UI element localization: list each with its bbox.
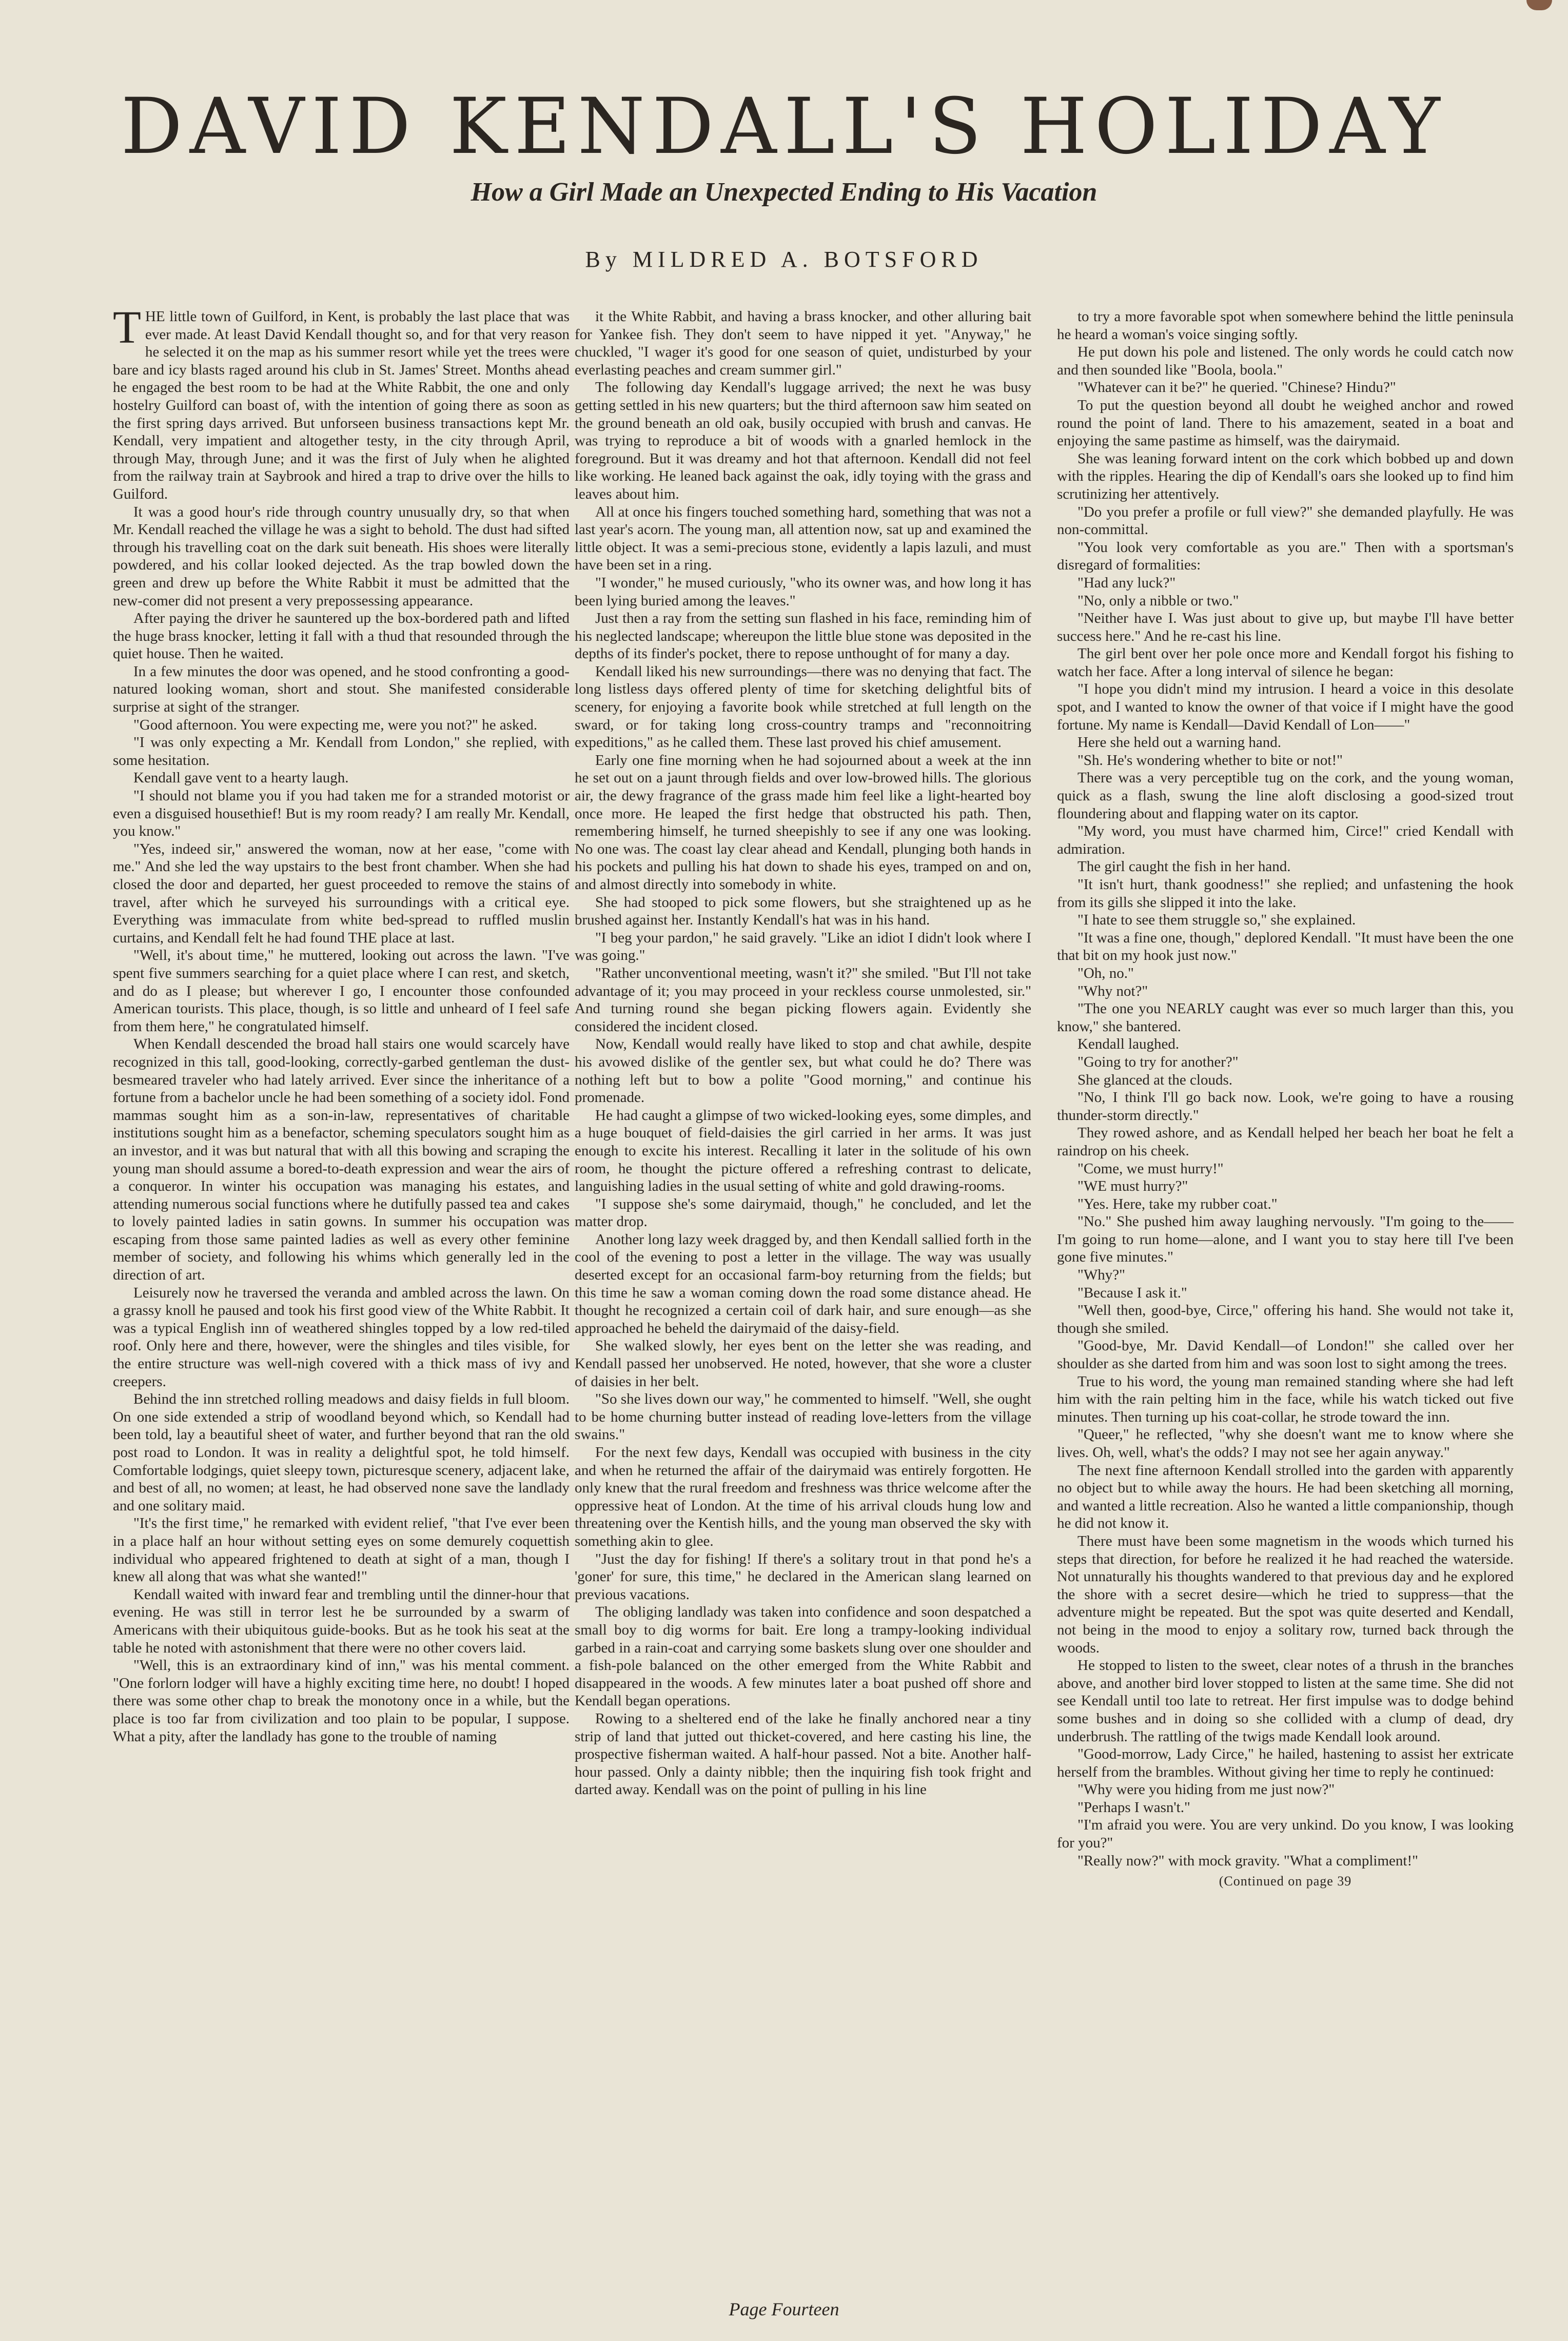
paragraph: The obliging landlady was taken into confidence and soon despatched a small boy to dig worms for bait. Ere long a trampy-looking individual garbed in a rain-coat and carrying some baskets slung over one shoulder and a fish-pole balanced on the other emerged from the White Rabbit and disappeared in the woods. A few minutes later a boat pushed off shore and Kendall began operations. xyxy=(575,1604,1031,1709)
paragraph: Kendall waited with inward fear and trembling until the dinner-hour that evening. He was still in terror lest he be surrounded by a swarm of Americans with their ubiquitous guide-books. But as he took his seat at the table he noted with astonishment that there were no other covers laid. xyxy=(113,1586,570,1656)
paragraph: They rowed ashore, and as Kendall helped her beach her boat he felt a raindrop on his cheek. xyxy=(1057,1125,1514,1159)
paragraph: "It was a fine one, though," deplored Kendall. "It must have been the one that bit on my hook just now." xyxy=(1057,929,1514,964)
paragraph: "Yes, indeed sir," answered the woman, now at her ease, "come with me." And she led the way upstairs to the best front chamber. When she had closed the door and departed, her guest proceeded to remove the stains of travel, after which he surveyed his surroundings with a critical eye. Everything was immaculate from white bed-spread to ruffled muslin curtains, and Kendall felt he had found THE place at last. xyxy=(113,840,570,946)
text-column-1 xyxy=(113,308,570,2324)
paragraph: "I should not blame you if you had taken me for a stranded motorist or even a disguised housethief! But is my room ready? I am really Mr. Kendall, you know." xyxy=(113,788,570,840)
paragraph: "Oh, no." xyxy=(1077,965,1134,981)
article-byline: By MILDRED A. BOTSFORD xyxy=(585,247,983,272)
paragraph: "Rather unconventional meeting, wasn't it?" she smiled. "But I'll not take advantage of it; you may proceed in your reckless course unmolested, sir." And turning round she began picking flowers again. Evidently she considered the incident closed. xyxy=(575,965,1031,1035)
column-1-paragraphs xyxy=(113,308,570,1745)
paragraph: "Do you prefer a profile or full view?" she demanded playfully. He was non-committal. xyxy=(1057,503,1514,538)
paragraph: True to his word, the young man remained standing where she had left him with the rain pelting him in the face, while his watch ticked out five minutes. Then turning up his coat-collar, he strode toward the inn. xyxy=(1057,1373,1514,1425)
paragraph: Kendall liked his new surroundings—there was no denying that fact. The long listless days offered plenty of time for sketching delightful bits of scenery, for enjoying a favorite book while stretched at full length on the sward, or for taking long cross-country tramps and "reconnoitring expeditions," as he called them. These last proved his chief amusement. xyxy=(575,663,1031,751)
paragraph: Rowing to a sheltered end of the lake he finally anchored near a tiny strip of land that jutted out thicket-covered, and here casting his line, the prospective fisherman waited. A half-hour passed. Not a bite. Another half-hour passed. Only a dainty nibble; then the inquiring fish took fright and darted away. Kendall was on the point of pulling in his line xyxy=(575,1710,1031,1798)
paragraph: "No, I think I'll go back now. Look, we're going to have a rousing thunder-storm directly." xyxy=(1057,1089,1514,1124)
paragraph: "Good-morrow, Lady Circe," he hailed, hastening to assist her extricate herself from the brambles. Without giving her time to reply he continued: xyxy=(1057,1746,1514,1780)
paragraph: "Had any luck?" xyxy=(1077,574,1176,591)
paragraph: To put the question beyond all doubt he weighed anchor and rowed round the point of land. There to his amazement, seated in a boat and enjoying the same pastime as himself, was the dairymaid. xyxy=(1057,397,1514,449)
paragraph: The girl caught the fish in her hand. xyxy=(1077,858,1291,875)
paragraph: "No, only a nibble or two." xyxy=(1077,592,1239,609)
paragraph: "It's the first time," he remarked with evident relief, "that I've ever been in a place half an hour without setting eyes on some demurely coquettish individual who appeared frightened to death at sight of a man, though I knew all along that was what she wanted!" xyxy=(113,1515,570,1585)
paragraph: She was leaning forward intent on the cork which bobbed up and down with the ripples. Hearing the dip of Kendall's oars she looked up to find him scrutinizing her attentively. xyxy=(1057,450,1514,502)
paragraph: Now, Kendall would really have liked to stop and chat awhile, despite his avowed dislike of the gentler sex, but what could he do? There was nothing left but to bow a polite "Good morning," and continue his promenade. xyxy=(575,1036,1031,1106)
continued-note: (Continued on page 39 xyxy=(1219,1874,1352,1889)
paragraph: "I'm afraid you were. You are very unkind. Do you know, I was looking for you?" xyxy=(1057,1817,1514,1852)
paragraph: HE little town of Guilford, in Kent, is probably the last place that was ever made. At least David Kendall thought so, and for that very reason he selected it on the map as his summer resort while yet the trees were bare and icy blasts raged around his club in St. James' Street. Months ahead he engaged the best room to be had at the White Rabbit, the one and only hostelry Guilford can boast of, with the intention of going there as soon as the first spring days arrived. But unforseen business transactions kept Mr. Kendall, very impatient and altogether testy, in the city through April, through May, through June; and it was the first of July when he alighted from the railway train at Saybrook and hired a trap to drive over the hills to Guilford. xyxy=(113,308,570,502)
paragraph: "I hate to see them struggle so," she explained. xyxy=(1077,912,1356,929)
paragraph: "Good afternoon. You were expecting me, were you not?" he asked. xyxy=(133,716,538,733)
paragraph: it the White Rabbit, and having a brass knocker, and other alluring bait for Yankee fish. They don't seem to have nipped it yet. "Anyway," he chuckled, "I wager it's good for one season of quiet, undisturbed by your everlasting peaches and cream summer girl." xyxy=(575,308,1031,378)
paragraph: All at once his fingers touched something hard, something that was not a last year's acorn. The young man, all attention now, sat up and examined the little object. It was a semi-precious stone, evidently a lapis lazuli, and must have been set in a ring. xyxy=(575,503,1031,574)
paragraph: "Because I ask it." xyxy=(1077,1284,1187,1301)
paragraph: In a few minutes the door was opened, and he stood confronting a good-natured looking woman, short and stout. She manifested considerable surprise at sight of the stranger. xyxy=(113,663,570,716)
paragraph: He had caught a glimpse of two wicked-looking eyes, some dimples, and a huge bouquet of field-daisies the girl carried in her arms. It was just enough to excite his interest. Recalling it later in the solitude of his own room, he thought the picture offered a refreshing contrast to delicate, languishing ladies in the usual setting of white and gold drawing-rooms. xyxy=(575,1107,1031,1195)
paragraph: "I wonder," he mused curiously, "who its owner was, and how long it has been lying buried among the leaves." xyxy=(575,574,1031,609)
column-3-paragraphs xyxy=(1057,308,1514,1870)
column-2-paragraphs xyxy=(575,308,1031,1799)
paragraph: There was a very perceptible tug on the cork, and the young woman, quick as a flash, swung the line aloft disclosing a good-sized trout floundering about and flapping water on its captor. xyxy=(1057,770,1514,822)
paragraph: "It isn't hurt, thank goodness!" she replied; and unfastening the hook from its gills she slipped it into the lake. xyxy=(1057,876,1514,911)
paragraph: "Well then, good-bye, Circe," offering his hand. She would not take it, though she smiled. xyxy=(1057,1302,1514,1336)
paragraph: "Sh. He's wondering whether to bite or not!" xyxy=(1077,752,1343,769)
paragraph: "Good-bye, Mr. David Kendall—of London!" she called over her shoulder as she darted from him and was soon lost to sight among the trees. xyxy=(1057,1337,1514,1372)
text-column-2 xyxy=(575,308,1031,2324)
paragraph: "Just the day for fishing! If there's a solitary trout in that pond he's a 'goner' for sure, this time," he declared in the American slang learned on previous vacations. xyxy=(575,1550,1031,1603)
paragraph: "Why not?" xyxy=(1077,982,1148,999)
paragraph: "Really now?" with mock gravity. "What a compliment!" xyxy=(1077,1852,1418,1869)
paragraph: Leisurely now he traversed the veranda and ambled across the lawn. On a grassy knoll he paused and took his first good view of the White Rabbit. It was a typical English inn of weathered shingles topped by a low red-tiled roof. Only here and there, however, were the shingles and tiles visible, for the entire structure was well-nigh covered with a thick mass of ivy and creepers. xyxy=(113,1284,570,1390)
paragraph: There must have been some magnetism in the woods which turned his steps that direction, for before he realized it he had reached the waterside. Not unnaturally his thoughts wandered to that previous day and he explored the shore with a secret desire—which he tried to suppress—that the adventure might be repeated. But the spot was quite deserted and Kendall, not being in the mood to enjoy a solitary row, turned back through the woods. xyxy=(1057,1532,1514,1656)
paragraph: She glanced at the clouds. xyxy=(1077,1071,1232,1088)
paragraph: When Kendall descended the broad hall stairs one would scarcely have recognized in this tall, good-looking, correctly-garbed gentleman the dust-besmeared traveler who had lately arrived. Ever since the inheritance of a fortune from a bachelor uncle he had been something of a society idol. Fond mammas sought him as a son-in-law, representatives of charitable institutions sought him as a benefactor, scheming speculators sought him as an investor, and it was but natural that with all this bowing and scraping the young man should assume a bored-to-death expression and wear the airs of a conqueror. In winter his occupation was managing his estates, and attending numerous social functions where he dutifully passed tea and cakes to lovely painted ladies in satin gowns. In summer his occupation was escaping from those same painted ladies as well as every other feminine member of society, and following his whims which generally led in the direction of art. xyxy=(113,1036,570,1284)
paragraph: It was a good hour's ride through country unusually dry, so that when Mr. Kendall reached the village he was a sight to behold. The dust had sifted through his travelling coat on the dark suit beneath. His shoes were literally powdered, and his collar looked dejected. As the trap bowled down the green and drew up before the White Rabbit it must be admitted that the new-comer did not present a very prepossessing appearance. xyxy=(113,503,570,609)
paragraph: "No." She pushed him away laughing nervously. "I'm going to the——I'm going to run home—alone, and I want you to stay here till I've been gone five minutes." xyxy=(1057,1213,1514,1266)
paragraph: Early one fine morning when he had sojourned about a week at the inn he set out on a jaunt through fields and over low-browed hills. The glorious air, the dewy fragrance of the grass made him feel like a light-hearted boy once more. He leaped the first hedge that obstructed his path. Then, remembering himself, he turned sheepishly to see if any one was looking. No one was. The coast lay clear ahead and Kendall, plunging both hands in his pockets and pulling his hat down to shade his eyes, tramped on and on, and almost directly into somebody in white. xyxy=(575,752,1031,893)
paragraph: Kendall gave vent to a hearty laugh. xyxy=(133,770,349,786)
paragraph: For the next few days, Kendall was occupied with business in the city and when he returned the affair of the dairymaid was entirely forgotten. He only knew that the rural freedom and freshness was thrice welcome after the oppressive heat of London. At the time of his arrival clouds hung low and threatening over the Kentish hills, and the young man observed the sky with something akin to glee. xyxy=(575,1444,1031,1549)
paragraph: "Whatever can it be?" he queried. "Chinese? Hindu?" xyxy=(1077,379,1396,396)
page-number: Page Fourteen xyxy=(729,2299,839,2319)
article-title: DAVID KENDALL'S HOLIDAY xyxy=(121,82,1447,171)
paragraph: "I beg your pardon," he said gravely. "Like an idiot I didn't look where I was going." xyxy=(575,929,1031,964)
paragraph: "Queer," he reflected, "why she doesn't want me to know where she lives. Oh, well, what's the odds? I may not see her again anyway." xyxy=(1057,1426,1514,1461)
paragraph: Just then a ray from the setting sun flashed in his face, reminding him of his neglected landscape; whereupon the little blue stone was deposited in the depths of its finder's pocket, there to repose unthought of for many a day. xyxy=(575,610,1031,662)
paragraph: "I suppose she's some dairymaid, though," he concluded, and let the matter drop. xyxy=(575,1195,1031,1230)
paragraph: The following day Kendall's luggage arrived; the next he was busy getting settled in his new quarters; but the third afternoon saw him seated on the ground beneath an old oak, busily occupied with brush and canvas. He was trying to reproduce a bit of woods with a gnarled hemlock in the foreground. But it was dreamy and hot that afternoon. Kendall did not feel like working. He leaned back against the oak, idly toying with the grass and leaves about him. xyxy=(575,379,1031,502)
paragraph: The girl bent over her pole once more and Kendall forgot his fishing to watch her face. After a long interval of silence he began: xyxy=(1057,645,1514,680)
paragraph: "I hope you didn't mind my intrusion. I heard a voice in this desolate spot, and I wanted to know the owner of that voice if I might have the good fortune. My name is Kendall—David Kendall of Lon——" xyxy=(1057,681,1514,733)
paragraph: "Why were you hiding from me just now?" xyxy=(1077,1781,1335,1798)
paragraph: "So she lives down our way," he commented to himself. "Well, she ought to be home churning butter instead of reading love-letters from the village swains." xyxy=(575,1391,1031,1443)
paragraph: He stopped to listen to the sweet, clear notes of a thrush in the branches above, and another bird lover stopped to listen at the same time. She did not see Kendall until too late to retreat. Her first impulse was to dodge behind some bushes and in doing so she collided with a clump of dead, dry underbrush. The rattling of the twigs made Kendall look around. xyxy=(1057,1657,1514,1745)
paper-stain xyxy=(1526,0,1552,10)
paragraph: "Well, it's about time," he muttered, looking out across the lawn. "I've spent five summers searching for a quiet place where I can rest, and sketch, and do as I please; but wherever I go, I encounter those confounded American tourists. This place, though, is so little and unheard of I feel safe from them here," he congratulated himself. xyxy=(113,947,570,1035)
paragraph: He put down his pole and listened. The only words he could catch now and then sounded like "Boola, boola." xyxy=(1057,344,1514,378)
text-column-3 xyxy=(1057,308,1514,2324)
drop-cap: T xyxy=(113,308,141,353)
paragraph: "Come, we must hurry!" xyxy=(1077,1160,1224,1177)
paragraph: "Well, this is an extraordinary kind of inn," was his mental comment. "One forlorn lodger will have a highly exciting time here, no doubt! I hoped there was some other chap to break the monotony once in a while, but the place is too far from civilization and too plain to be popular, I suppose. What a pity, after the landlady has gone to the trouble of naming xyxy=(113,1657,570,1745)
paragraph: "Why?" xyxy=(1077,1267,1125,1284)
paragraph: "Yes. Here, take my rubber coat." xyxy=(1077,1195,1278,1212)
paragraph: She walked slowly, her eyes bent on the letter she was reading, and Kendall passed her unobserved. He noted, however, that she wore a cluster of daisies in her belt. xyxy=(575,1337,1031,1390)
paragraph: "I was only expecting a Mr. Kendall from London," she replied, with some hesitation. xyxy=(113,734,570,769)
paragraph: The next fine afternoon Kendall strolled into the garden with apparently no object but to while away the hours. He had been sketching all morning, and wanted a little recreation. Also he wanted a little companionship, though he did not know it. xyxy=(1057,1462,1514,1532)
paragraph: Behind the inn stretched rolling meadows and daisy fields in full bloom. On one side extended a strip of woodland beyond which, so Kendall had been told, lay a beautiful sheet of water, and further beyond that ran the old post road to London. It was in reality a delightful spot, he told himself. Comfortable lodgings, quiet sleepy town, picturesque scenery, adjacent lake, and best of all, no women; at least, he had observed none save the landlady and one solitary maid. xyxy=(113,1391,570,1514)
paragraph: "WE must hurry?" xyxy=(1077,1178,1188,1195)
paragraph: "Neither have I. Was just about to give up, but maybe I'll have better success here." And he re-cast his line. xyxy=(1057,610,1514,644)
paragraph: Kendall laughed. xyxy=(1077,1036,1180,1053)
paragraph: Here she held out a warning hand. xyxy=(1077,734,1282,751)
paragraph: Another long lazy week dragged by, and then Kendall sallied forth in the cool of the evening to post a letter in the village. The way was usually deserted except for an occasional farm-boy returning from the fields; but this time he saw a woman coming down the road some distance ahead. He thought he recognized a certain coil of dark hair, and sure enough—as she approached he beheld the dairymaid of the daisy-field. xyxy=(575,1231,1031,1336)
paragraph: "You look very comfortable as you are." Then with a sportsman's disregard of formalities: xyxy=(1057,539,1514,574)
paragraph: "The one you NEARLY caught was ever so much larger than this, you know," she bantered. xyxy=(1057,1000,1514,1035)
paragraph: "Going to try for another?" xyxy=(1077,1053,1239,1070)
paragraph: "Perhaps I wasn't." xyxy=(1077,1799,1190,1816)
paragraph: After paying the driver he sauntered up the box-bordered path and lifted the huge brass knocker, letting it fall with a thud that resounded through the quiet house. Then he waited. xyxy=(113,610,570,662)
paragraph: to try a more favorable spot when somewhere behind the little peninsula he heard a woman's voice singing softly. xyxy=(1057,308,1514,343)
paragraph: She had stooped to pick some flowers, but she straightened up as he brushed against her. Instantly Kendall's hat was in his hand. xyxy=(575,894,1031,929)
paragraph: "My word, you must have charmed him, Circe!" cried Kendall with admiration. xyxy=(1057,823,1514,857)
article-subtitle: How a Girl Made an Unexpected Ending to His Vacation xyxy=(471,178,1097,207)
